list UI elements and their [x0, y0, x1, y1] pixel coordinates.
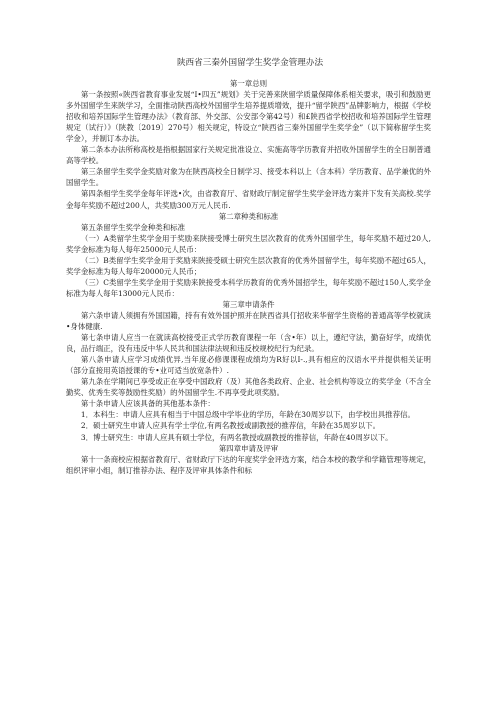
article-paragraph: 第十条申请人应该具备的其他基本条件：: [80, 399, 215, 409]
chapter-heading: 第三章申请条件: [222, 299, 275, 309]
article-paragraph: 第六条申请人须拥有外国国籍，持有有效外国护照并在陕西省具仃招收来华留学生资格的普通高等学校就读•身体健康.: [66, 310, 431, 332]
sub-clause: （三）C类留学生奖学金用于奖励来陕接受本科学历教育的优秀外国招学生，每年奖励不超过150人,奖学金标准为每人每年13000元人民币：: [66, 277, 431, 298]
article-paragraph: 3．博士研究生：申请人应具有硕士学位，有两名教授或副教授的推荐信，年龄在40周岁以下。: [80, 432, 393, 442]
article-paragraph: 2．硕士研究生申请人应具有学士学位,有两名教授或副教授的推荐信，年龄在35周岁以下。: [80, 421, 381, 431]
article-paragraph: 第一条按照«陕西省教育事业发展“I•四五”规划》关于完善来陕留学质量保障体系相关要求，吸引和鼓励更多外国留学生来陕学习，全面推动陕西高校外国留学生培养提质增效，提升“留学陕西”品牌影响力，根据《学校招收和培养国际学生管理办法》（教育部、外交部、公安部令第42号）和£陕西省学校招收和培养国际学生管理规定（试行）》（陕教〔2019〕270号）相关规定，特设立“陕西省三秦外国留学生奖学金”（以下简称留学生奖学金），并制订本办法。: [66, 90, 431, 144]
article-paragraph: 第七条申请人应当一在就读高校接受正式学历教育课程一年（含•年）以上，遵纪守法，勤奋好学，成绩优良，品行端正，没有违反中华人民共和国法律法规和违反校规校纪行为纪录。: [66, 333, 431, 354]
chapter-heading: 第二章种类和标准: [218, 211, 279, 221]
sub-clause: （一）A类留学生奖学金用于奖励来陕接受博士研究生层次教育的优秀外国留学生，每年奖励不超过20人,奖学金标准为每人每年25000元人民币：: [66, 233, 431, 254]
document-title: 陕西省三秦外国留学生奖学金管理办法: [176, 58, 324, 68]
article-paragraph: 第五条留学生奖学金种类和标准: [80, 222, 186, 232]
article-paragraph: 第三条留学生奖学金奖励对象为在陕西高校全日制学习、接受本科以上（含本科）学历教育、品学兼优的外国留学生。: [66, 167, 431, 188]
document-body: [66, 78, 431, 476]
article-paragraph: 第十一条商校应根据省教育厅、省财政厅下达的年度奖学金评选方案，结合本校的教学和学籍管理等规定，组织评审小组，制订推荐办法、程序及评审具体条件和标: [66, 454, 431, 475]
chapter-heading: 第一章总则: [229, 79, 268, 88]
article-paragraph: 1．本科生：申请人应具有相当于中国总级中学毕业的学历，年龄在30周岁以下，由学校出具推荐信。: [80, 410, 415, 420]
article-paragraph: 第四条相学生奖学金每年评选•次，由省教育厅、省财政厅制定留学生奖学金评选方案并下发有关高校.奖学金每年奖励不超过200人，共奖励300万元人民币.: [66, 189, 431, 210]
article-paragraph: 第八条申请人应学习成绩优异,当年度必修课课程成绩均为R好以I-.,具有相应的汉语水平并提供相关证明（部分直接用英语授课的专•业可适当放宽条件）.: [66, 355, 431, 376]
article-paragraph: 第二条本办法所称高校是指根据国家行关规定批准设立、实施高等学历教育并招收外国留学生的全日制普通高等学校。: [66, 145, 431, 166]
article-paragraph: 第九条在学期间已享受或正在享受中国政府（及）其他各类政府、企业、社会机构等设立的奖学金（不含全勤奖、优秀生奖等鼓励性奖励）的外国留学生.不再享受此项奖励。: [66, 377, 431, 398]
chapter-heading: 第四章申请及评审: [218, 443, 279, 453]
sub-clause: （二）B类留学生奖学金用于奖励来陕接受硕士研究生层次教育的优秀外国留学生，每年奖励不超过65人，奖学金标准为每人每年20000元人民币；: [66, 255, 431, 276]
